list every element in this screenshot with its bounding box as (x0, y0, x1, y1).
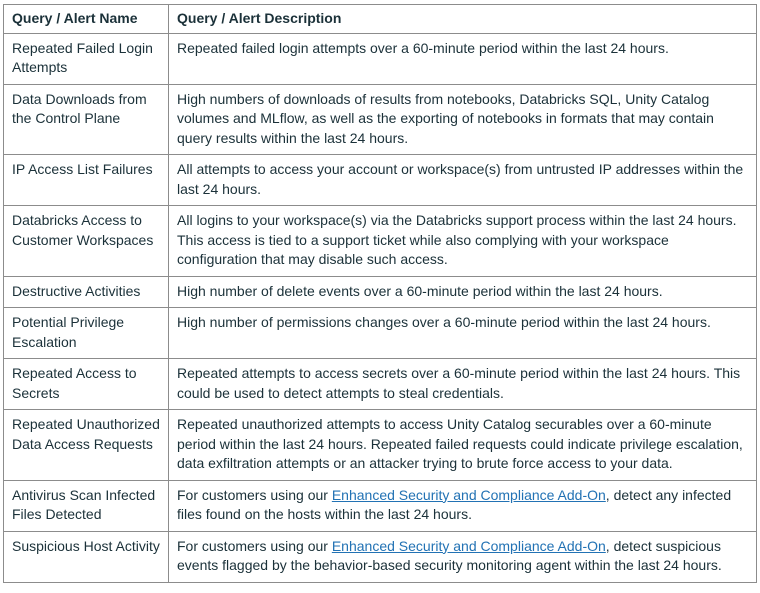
description-text: , detect suspicious events flagged by the behavior-based security monitoring agent within the last 24 hours. (177, 537, 722, 573)
alert-description-cell (169, 410, 757, 481)
alert-name-cell: Databricks Access to Customer Workspaces (4, 206, 169, 277)
table-row (4, 308, 757, 359)
alert-name-cell: IP Access List Failures (4, 155, 169, 206)
alerts-table-header (4, 5, 757, 34)
description-text: All logins to your workspace(s) via the Databricks support process within the last 24 hours. This access is tied to a support ticket while also complying with your workspace configuration that may disable such access. (177, 212, 737, 267)
table-row (4, 359, 757, 410)
alert-description-cell (169, 206, 757, 277)
table-row (4, 206, 757, 277)
alert-description-cell (169, 276, 757, 308)
description-text: Repeated failed login attempts over a 60-minute period within the last 24 hours. (177, 39, 669, 56)
alert-name-cell: Suspicious Host Activity (4, 531, 169, 582)
alert-description-cell (169, 480, 757, 531)
alert-description-cell (169, 308, 757, 359)
enhanced-security-addon-link[interactable]: Enhanced Security and Compliance Add-On (331, 537, 606, 554)
alert-name-cell: Data Downloads from the Control Plane (4, 84, 169, 155)
column-header-description: Query / Alert Description (169, 5, 757, 34)
alert-description-cell (169, 84, 757, 155)
description-text: High number of permissions changes over a 60-minute period within the last 24 hours. (177, 314, 711, 330)
alert-name-cell: Repeated Unauthorized Data Access Requests (4, 410, 169, 481)
description-text: High number of delete events over a 60-minute period within the last 24 hours. (177, 282, 663, 299)
description-text: All attempts to access your account or workspace(s) from untrusted IP addresses within the last 24 hours. (177, 161, 744, 197)
alert-name-cell: Repeated Failed Login Attempts (4, 33, 169, 84)
column-header-name: Query / Alert Name (4, 5, 169, 34)
alerts-table (3, 4, 757, 583)
alert-name-cell: Destructive Activities (4, 276, 169, 308)
header-row (4, 5, 757, 34)
table-row (4, 155, 757, 206)
table-row (4, 84, 757, 155)
table-row (4, 531, 757, 582)
table-row (4, 480, 757, 531)
alert-description-cell (169, 359, 757, 410)
alert-name-cell: Potential Privilege Escalation (4, 308, 169, 359)
description-text: For customers using our (177, 537, 332, 554)
table-row (4, 276, 757, 308)
alerts-table-body (4, 33, 757, 582)
description-text: Repeated unauthorized attempts to access Unity Catalog securables over a 60-minute period within the last 24 hours. Repeated failed requests could indicate privilege escalation, data exfiltration attempts or an attacker trying to brute force access to your data. (177, 416, 743, 471)
alert-description-cell (169, 33, 757, 84)
description-text: For customers using our (177, 486, 332, 503)
enhanced-security-addon-link[interactable]: Enhanced Security and Compliance Add-On (331, 486, 606, 503)
description-text: High numbers of downloads of results from notebooks, Databricks SQL, Unity Catalog volumes and MLflow, as well as the exporting of notebooks in formats that may contain query results within the last 24 hours. (177, 90, 714, 146)
alert-description-cell (169, 155, 757, 206)
alert-name-cell: Repeated Access to Secrets (4, 359, 169, 410)
description-text: Repeated attempts to access secrets over a 60-minute period within the last 24 hours. This could be used to detect attempts to steal credentials. (177, 365, 741, 401)
table-row (4, 410, 757, 481)
alert-name-cell: Antivirus Scan Infected Files Detected (4, 480, 169, 531)
table-row (4, 33, 757, 84)
alert-description-cell (169, 531, 757, 582)
description-text: , detect any infected files found on the hosts within the last 24 hours. (177, 486, 732, 522)
